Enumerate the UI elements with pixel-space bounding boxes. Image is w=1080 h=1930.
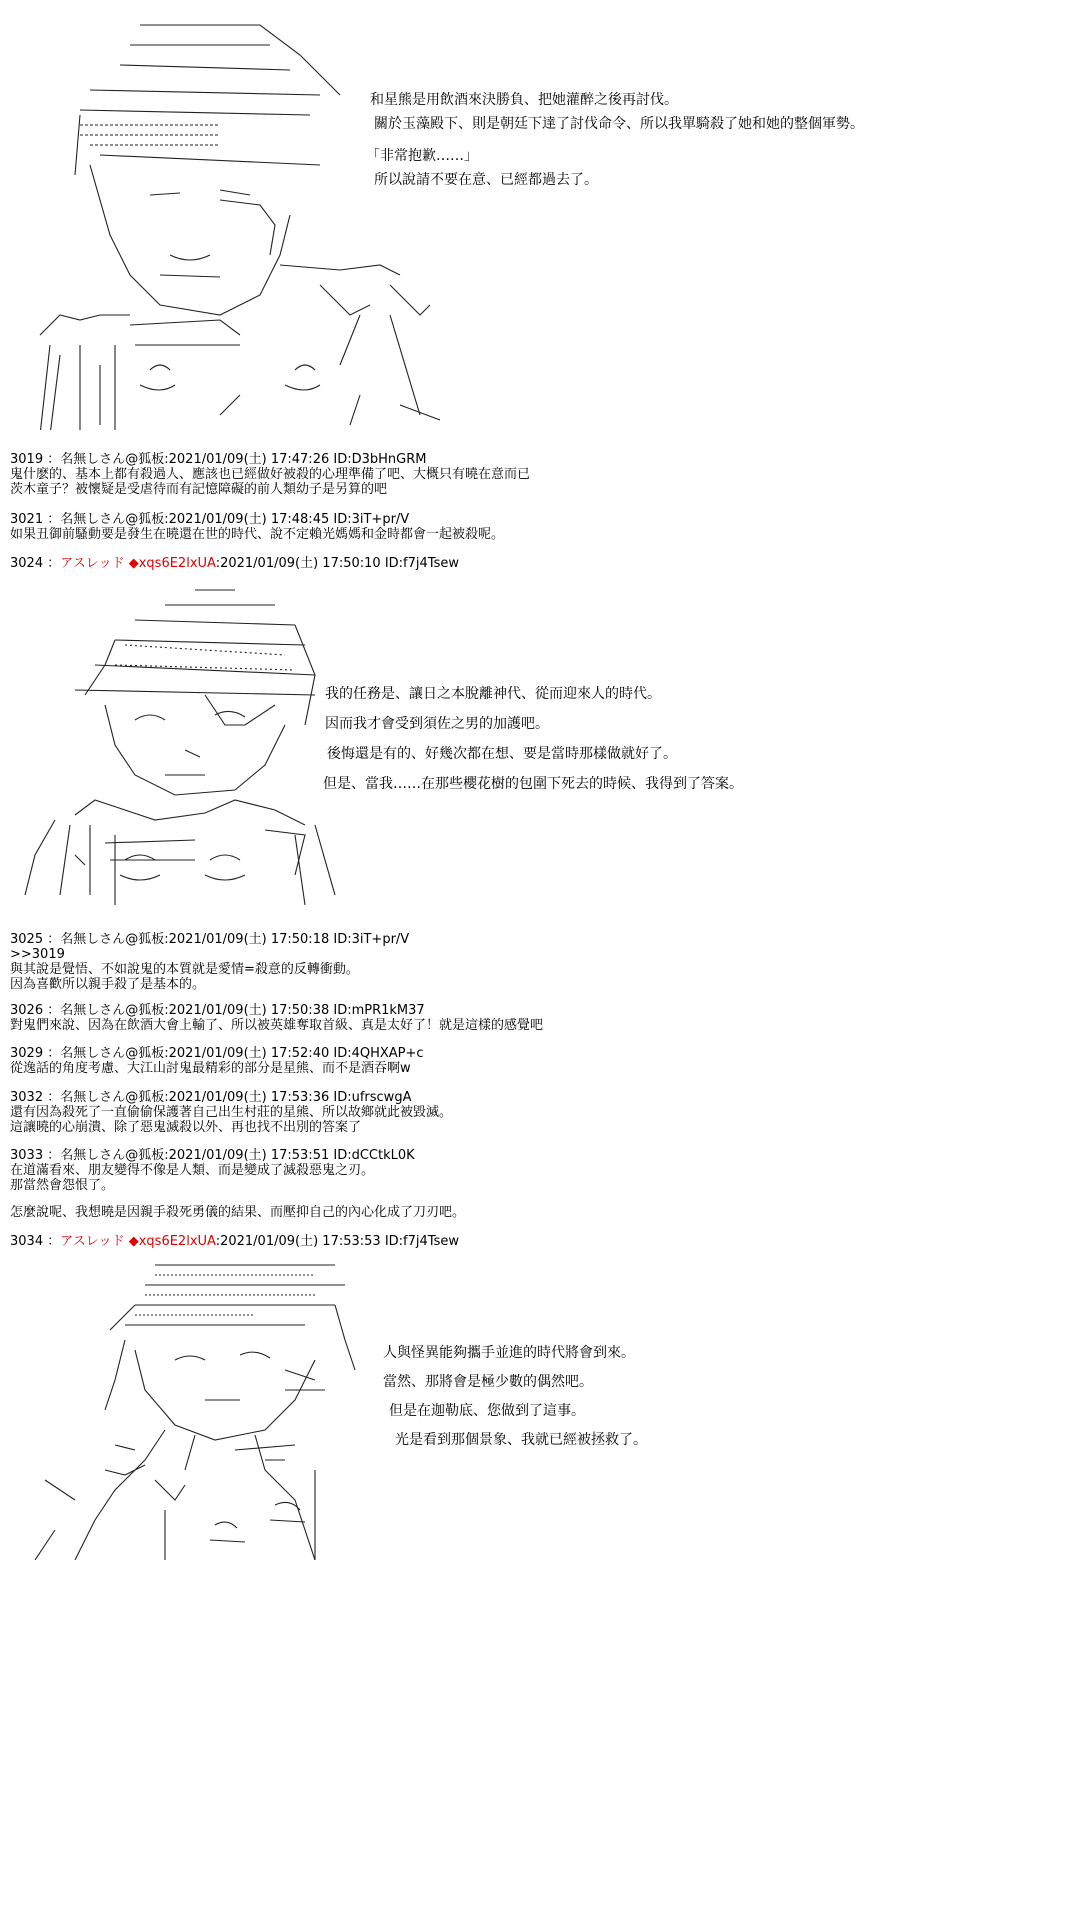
poster-name: 名無しさん@狐板 xyxy=(60,1090,165,1105)
poster-name: 名無しさん@狐板 xyxy=(60,932,165,947)
post-line: 那當然會怨恨了。 xyxy=(10,1178,115,1193)
poster-id[interactable]: ID:4QHXAP+c xyxy=(333,1046,424,1061)
dialogue-line: 我的任務是、讓日之本脫離神代、從而迎來人的時代。 xyxy=(325,686,661,702)
author-post-3034 xyxy=(10,1234,459,1249)
post-header xyxy=(10,1234,459,1249)
ascii-art-scene-3 xyxy=(15,1260,405,1560)
separator: : xyxy=(215,556,221,571)
post-date: 2021/01/09(土) 17:52:40 xyxy=(168,1046,330,1061)
post-body xyxy=(10,947,409,992)
post-header xyxy=(10,1046,424,1061)
author-name: アスレッド xyxy=(60,1234,125,1249)
post-number[interactable]: 3026 xyxy=(10,1003,44,1018)
poster-id[interactable]: ID:D3bHnGRM xyxy=(333,452,427,467)
post-header xyxy=(10,932,409,947)
dialogue-line: 和星熊是用飲酒來決勝負、把她灌醉之後再討伐。 xyxy=(370,92,678,108)
separator: : xyxy=(164,1003,169,1018)
poster-id[interactable]: ID:mPR1kM37 xyxy=(333,1003,425,1018)
post-number[interactable]: 3025 xyxy=(10,932,44,947)
post-date: 2021/01/09(土) 17:50:10 xyxy=(220,556,381,571)
poster-name: 名無しさん@狐板 xyxy=(60,452,165,467)
dialogue-line: 關於玉藻殿下、則是朝廷下達了討伐命令、所以我單騎殺了她和她的整個軍勢。 xyxy=(374,116,864,132)
separator: : xyxy=(164,1148,169,1163)
dialogue-line: 因而我才會受到須佐之男的加護吧。 xyxy=(325,716,549,732)
poster-id[interactable]: ID:3iT+pr/V xyxy=(333,512,410,527)
separator: ： xyxy=(43,1148,61,1163)
dialogue-line: 當然、那將會是極少數的偶然吧。 xyxy=(383,1374,593,1390)
post-line: 還有因為殺死了一直偷偷保護著自己出生村莊的星熊、所以故鄉就此被毀滅。 xyxy=(10,1105,453,1120)
post-date: 2021/01/09(土) 17:50:38 xyxy=(168,1003,330,1018)
scene-1-dialogue xyxy=(366,88,864,192)
separator: ： xyxy=(43,932,61,947)
post-date: 2021/01/09(土) 17:50:18 xyxy=(168,932,330,947)
scene-3-dialogue xyxy=(383,1341,647,1452)
post-number[interactable]: 3032 xyxy=(10,1090,44,1105)
post-3033 xyxy=(10,1148,465,1220)
post-header xyxy=(10,452,530,467)
separator: : xyxy=(164,1090,169,1105)
post-header xyxy=(10,556,459,571)
ascii-art-scene-2 xyxy=(15,585,360,910)
dialogue-line: 但是在迦勒底、您做到了這事。 xyxy=(389,1403,585,1419)
post-date: 2021/01/09(土) 17:48:45 xyxy=(168,512,330,527)
post-line: 茨木童子？被懷疑是受虐待而有記憶障礙的前人類幼子是另算的吧 xyxy=(10,482,388,497)
post-header xyxy=(10,1003,543,1018)
dialogue-line: 所以說請不要在意、已經都過去了。 xyxy=(374,172,598,188)
separator: ： xyxy=(43,512,61,527)
author-post-3024 xyxy=(10,556,459,571)
post-line: 如果丑御前騷動要是發生在曉還在世的時代、說不定賴光媽媽和金時都會一起被殺呢。 xyxy=(10,527,505,542)
poster-name: 名無しさん@狐板 xyxy=(60,1003,165,1018)
separator: : xyxy=(164,452,169,467)
post-3019 xyxy=(10,452,530,497)
dialogue-line: 「非常抱歉……」 xyxy=(366,148,478,164)
post-body xyxy=(10,1061,424,1076)
post-line: 鬼什麽的、基本上都有殺過人、應該也已經做好被殺的心理準備了吧、大概只有曉在意而已 xyxy=(10,467,531,482)
separator: ： xyxy=(43,452,61,467)
poster-id[interactable]: ID:3iT+pr/V xyxy=(333,932,410,947)
poster-id[interactable]: ID:ufrscwgA xyxy=(333,1090,412,1105)
post-header xyxy=(10,1148,465,1163)
dialogue-line: 人與怪異能夠攜手並進的時代將會到來。 xyxy=(383,1345,635,1361)
dialogue-line: 光是看到那個景象、我就已經被拯救了。 xyxy=(395,1432,647,1448)
dialogue-line xyxy=(370,136,864,144)
ascii-art-scene-1 xyxy=(20,15,450,430)
poster-name: 名無しさん@狐板 xyxy=(60,1148,165,1163)
post-body xyxy=(10,1163,465,1220)
separator: ： xyxy=(43,1003,61,1018)
separator: : xyxy=(164,1046,169,1061)
post-header xyxy=(10,1090,452,1105)
poster-id[interactable]: ID:dCCtkL0K xyxy=(333,1148,415,1163)
post-line: 因為喜歡所以親手殺了是基本的。 xyxy=(10,977,206,992)
post-3029 xyxy=(10,1046,424,1076)
poster-name: 名無しさん@狐板 xyxy=(60,1046,165,1061)
post-number[interactable]: 3033 xyxy=(10,1148,44,1163)
post-line: 怎麼說呢、我想曉是因親手殺死勇儀的結果、而壓抑自己的內心化成了刀刃吧。 xyxy=(10,1205,466,1220)
author-name: アスレッド xyxy=(60,556,125,571)
author-trip: ◆xqs6E2lxUA xyxy=(128,1234,216,1249)
post-line: 與其說是覺悟、不如說鬼的本質就是愛情=殺意的反轉衝動。 xyxy=(10,962,359,977)
post-body xyxy=(10,467,530,497)
post-number[interactable]: 3034 xyxy=(10,1234,44,1249)
post-number[interactable]: 3019 xyxy=(10,452,44,467)
post-3026 xyxy=(10,1003,543,1033)
post-line xyxy=(10,1193,465,1205)
post-3021 xyxy=(10,512,504,542)
post-date: 2021/01/09(土) 17:47:26 xyxy=(168,452,330,467)
poster-id[interactable]: ID:f7j4Tsew xyxy=(384,1234,459,1249)
poster-name: 名無しさん@狐板 xyxy=(60,512,165,527)
post-body xyxy=(10,527,504,542)
separator: ： xyxy=(43,556,61,571)
post-line: 在道滿看來、朋友變得不像是人類、而是變成了滅殺惡鬼之刃。 xyxy=(10,1163,375,1178)
post-date: 2021/01/09(土) 17:53:36 xyxy=(168,1090,330,1105)
separator: : xyxy=(215,1234,221,1249)
separator: ： xyxy=(43,1046,61,1061)
author-trip: ◆xqs6E2lxUA xyxy=(128,556,216,571)
post-number[interactable]: 3024 xyxy=(10,556,44,571)
post-line: 從逸話的角度考慮、大江山討鬼最精彩的部分是星熊、而不是酒吞啊w xyxy=(10,1061,411,1076)
separator: : xyxy=(164,932,169,947)
poster-id[interactable]: ID:f7j4Tsew xyxy=(384,556,459,571)
post-date: 2021/01/09(土) 17:53:51 xyxy=(168,1148,330,1163)
post-number[interactable]: 3021 xyxy=(10,512,44,527)
dialogue-line: 但是、當我……在那些櫻花樹的包圍下死去的時候、我得到了答案。 xyxy=(323,776,743,792)
post-body xyxy=(10,1018,543,1033)
post-number[interactable]: 3029 xyxy=(10,1046,44,1061)
post-body xyxy=(10,1105,452,1135)
post-3025 xyxy=(10,932,409,992)
dialogue-line: 後悔還是有的、好幾次都在想、要是當時那樣做就好了。 xyxy=(327,746,677,762)
post-header xyxy=(10,512,504,527)
reply-link[interactable]: >>3019 xyxy=(10,947,65,962)
separator: : xyxy=(164,512,169,527)
scene-2-dialogue xyxy=(323,682,743,796)
post-line: 對鬼們來說、因為在飲酒大會上輸了、所以被英雄奪取首級、真是太好了！就是這樣的感覺吧 xyxy=(10,1018,544,1033)
post-date: 2021/01/09(土) 17:53:53 xyxy=(220,1234,381,1249)
separator: ： xyxy=(43,1234,61,1249)
separator: ： xyxy=(43,1090,61,1105)
post-3032 xyxy=(10,1090,452,1135)
post-line: 這讓曉的心崩潰、除了惡鬼滅殺以外、再也找不出別的答案了 xyxy=(10,1120,362,1135)
